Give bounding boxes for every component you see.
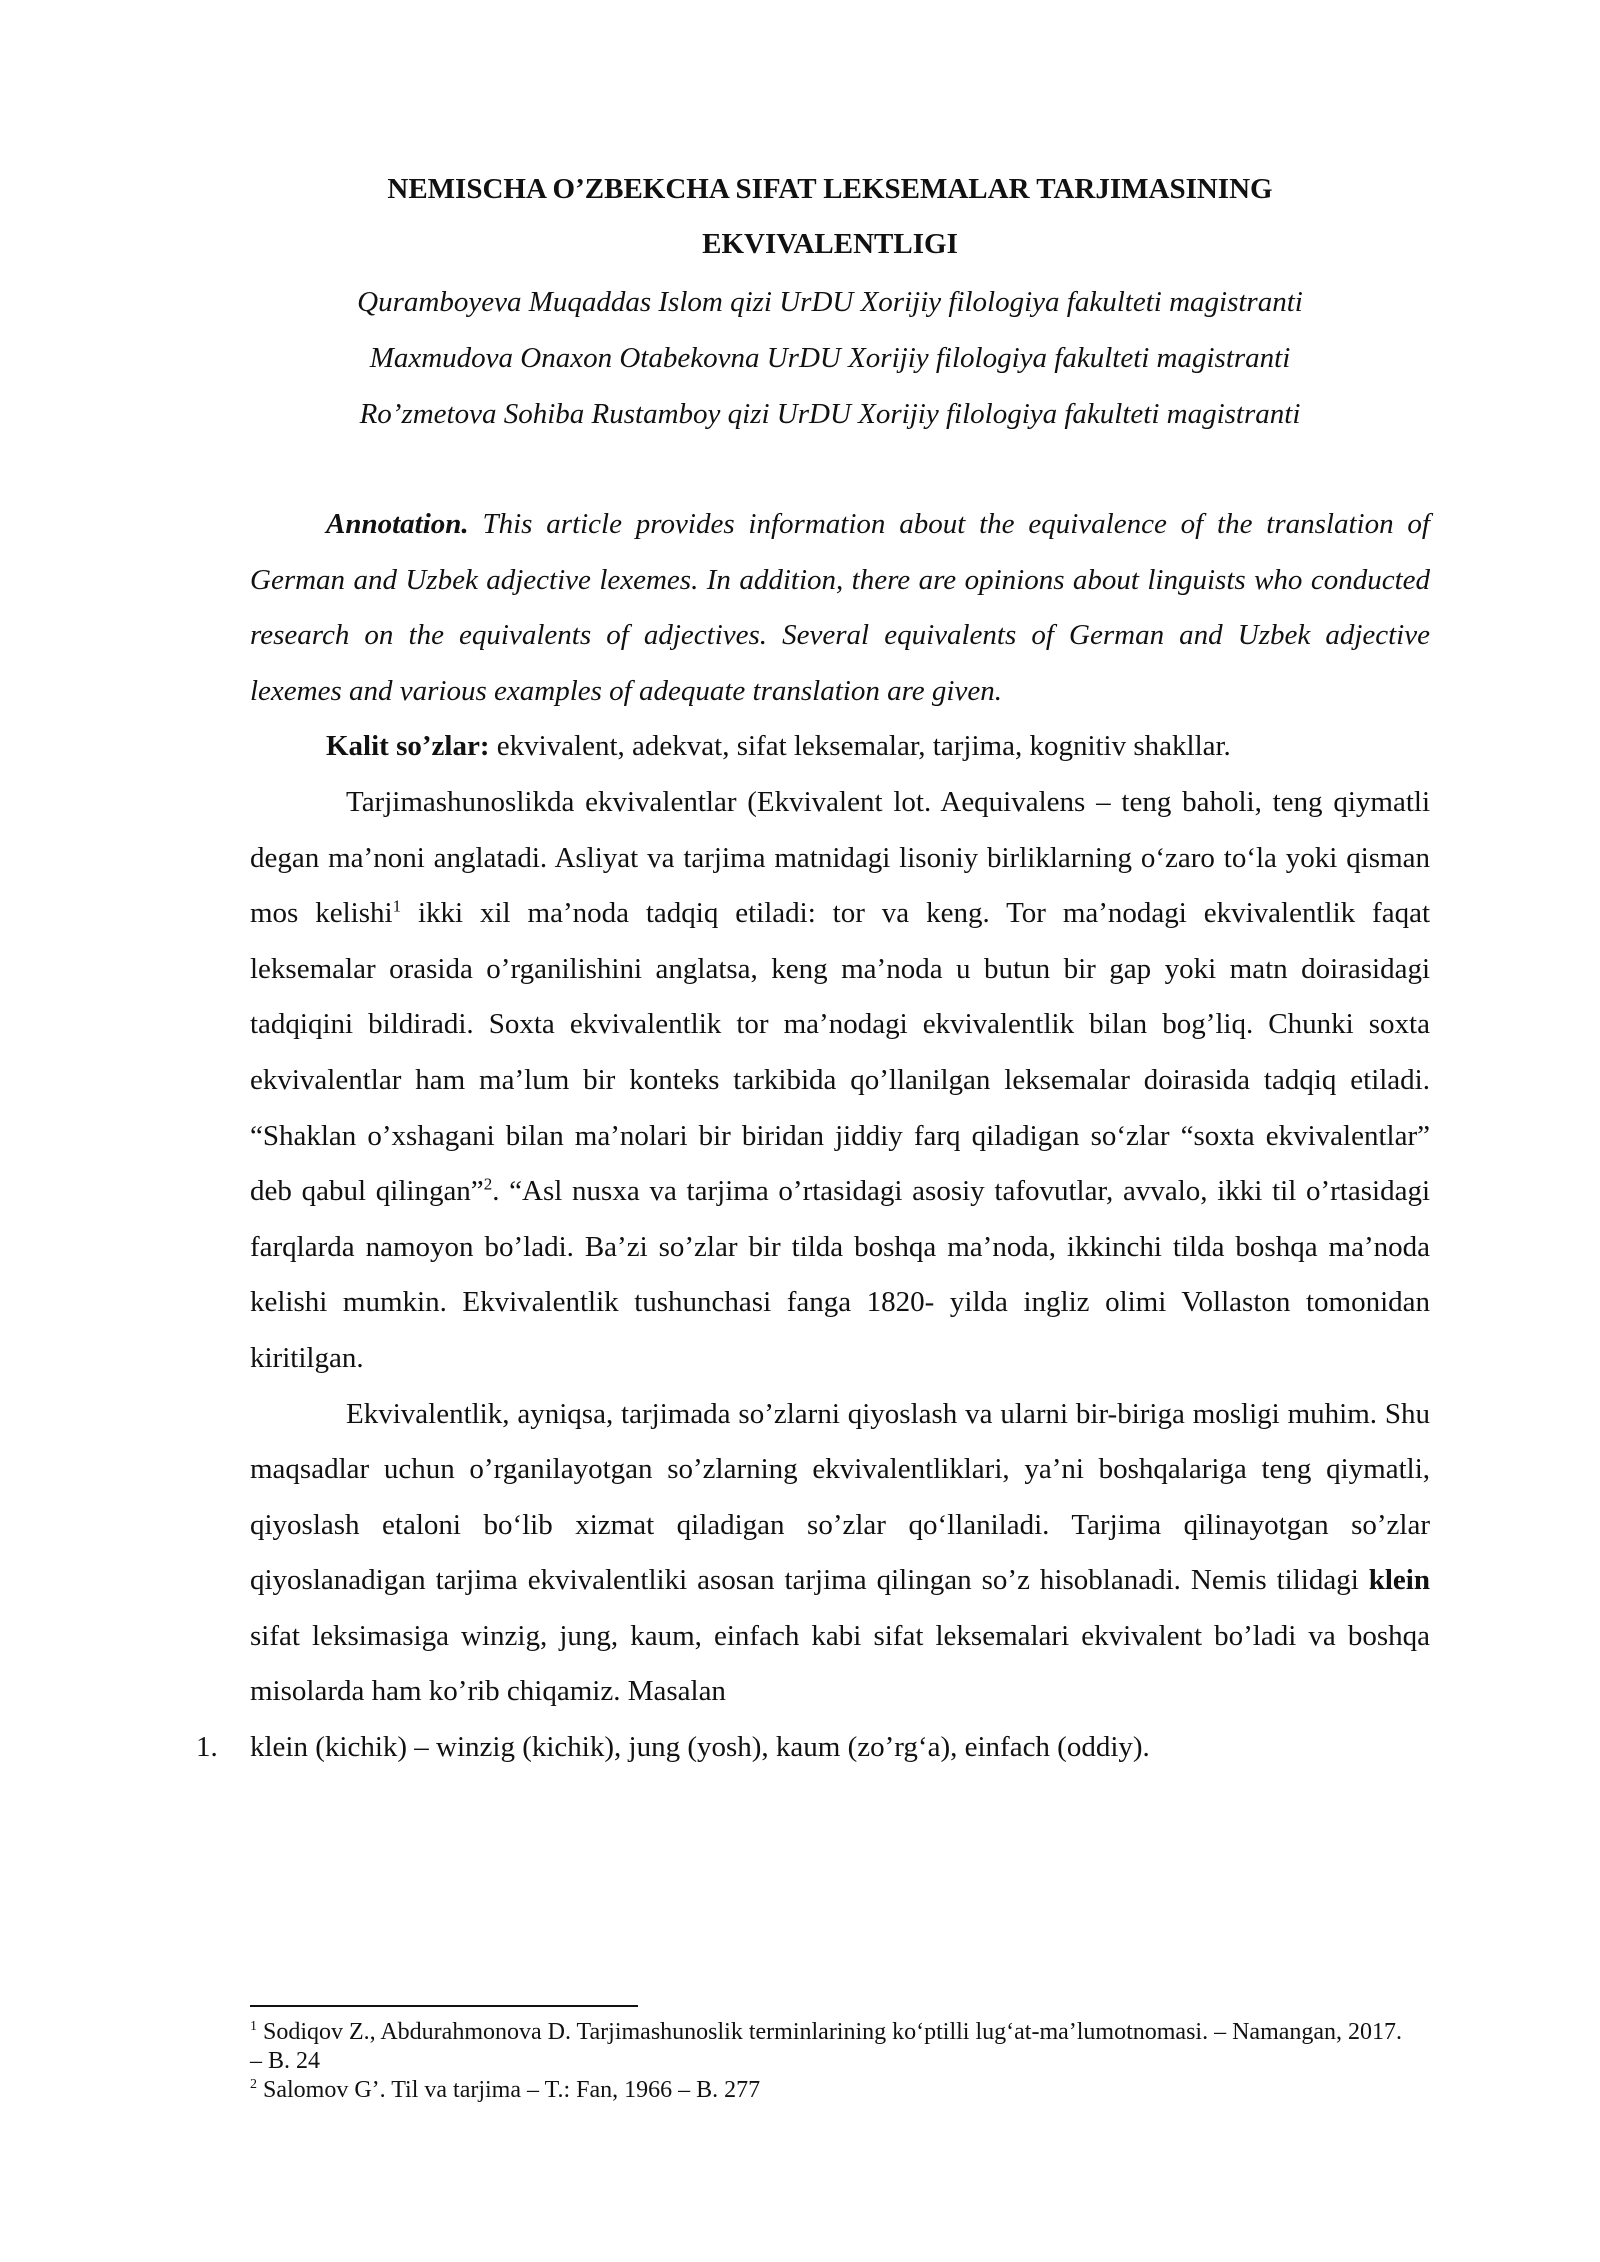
footnote-ref-1[interactable]: 1 [392, 896, 402, 916]
list-item [196, 1720, 1430, 1776]
paragraph-1-text-b: ikki xil ma’noda tadqiq etiladi: tor va keng. Tor ma’nodagi ekvivalentlik faqat leksemalar orasida o’rganilishini anglatsa, keng ma’noda u butun bir gap yoki matn doirasidagi tadqiqini bildiradi. Soxta ekvivalentlik tor ma’nodagi ekvivalentlik bilan bog’liq. Chunki soxta ekvivalentlar ham ma’lum bir konteks tarkibida qo’llanilgan leksemalar doirasida tadqiq etiladi. “Shaklan o’xshagani bilan ma’nolari bir biridan jiddiy farq qiladigan so‘zlar “soxta ekvivalentlar” deb qabul qilingan” [250, 897, 1430, 1208]
list-item-number: 1. [196, 1731, 218, 1764]
footnote-divider [250, 2005, 638, 2007]
annotation-paragraph [250, 497, 1430, 719]
paragraph-2-text-a: Ekvivalentlik, ayniqsa, tarjimada so’zlarni qiyoslash va ularni bir-biriga mosligi muhim. Shu maqsadlar uchun o’rganilayotgan so’zlarning ekvivalentliklari, ya’ni boshqalariga teng qiymatli, qiyoslash etaloni bo‘lib xizmat qiladigan so’zlar qo‘llaniladi. Tarjima qilinayotgan so’zlar qiyoslanadigan tarjima ekvivalentliki asosan tarjima qilingan so’z hisoblanadi. Nemis tilidagi [250, 1397, 1430, 1597]
author-list [250, 274, 1410, 442]
keywords-paragraph [250, 719, 1430, 775]
body-paragraph-1 [250, 775, 1430, 1387]
keywords-label: Kalit so’zlar: [326, 730, 490, 763]
footnote-1-mark: 1 [250, 2019, 257, 2034]
footnotes [250, 2018, 1410, 2105]
footnote-1 [250, 2018, 1410, 2076]
list-item-text: klein (kichik) – winzig (kichik), jung (yosh), kaum (zo’rg‘a), einfach (oddiy). [250, 1731, 1150, 1764]
paragraph-2-text-b: sifat leksimasiga winzig, jung, kaum, einfach kabi sifat leksemalari ekvivalent bo’ladi va boshqa misolarda ham ko’rib chiqamiz. Masalan [250, 1619, 1430, 1708]
body-paragraph-2 [250, 1387, 1430, 1721]
author-1: Quramboyeva Muqaddas Islom qizi UrDU Xorijiy filologiya fakulteti magistranti [357, 286, 1303, 318]
annotation-text: This article provides information about the equivalence of the translation of German and Uzbek adjective lexemes. In addition, there are opinions about linguists who conducted research on the equivalents of adjectives. Several equivalents of German and Uzbek adjective lexemes and various examples of adequate translation are given. [250, 508, 1430, 707]
footnote-2 [250, 2076, 1410, 2105]
footnote-2-text: Salomov G’. Til va tarjima – T.: Fan, 1966 – B. 277 [257, 2077, 761, 2103]
footnote-1-text: Sodiqov Z., Abdurahmonova D. Tarjimashunoslik terminlarining ko‘ptilli lug‘at-ma’lumotnomasi. – Namangan, 2017. – B. 24 [250, 2019, 1403, 2074]
footnote-2-mark: 2 [250, 2077, 257, 2092]
title-line-1: NEMISCHA O’ZBEKCHA SIFAT LEKSEMALAR TARJIMASINING [387, 173, 1273, 205]
footnote-ref-2[interactable]: 2 [483, 1174, 493, 1194]
keywords-text: ekvivalent, adekvat, sifat leksemalar, tarjima, kognitiv shakllar. [489, 730, 1231, 763]
paragraph-1-text-c: . “Asl nusxa va tarjima o’rtasidagi asosiy tafovutlar, avvalo, ikki til o’rtasidagi farqlarda namoyon bo’ladi. Ba’zi so’zlar bir tilda boshqa ma’noda, ikkinchi tilda boshqa ma’noda kelishi mumkin. Ekvivalentlik tushunchasi fanga 1820- yilda ingliz olimi Vollaston tomonidan kiritilgan. [250, 1175, 1431, 1374]
article-body [196, 497, 1431, 1776]
annotation-label: Annotation. [326, 508, 469, 540]
paragraph-2-bold-term: klein [1368, 1564, 1430, 1597]
title-line-2: EKVIVALENTLIGI [702, 228, 958, 260]
paper-title [250, 162, 1410, 272]
paragraph-1-text-a: Tarjimashunoslikda ekvivalentlar (Ekvivalent lot. Aequivalens – teng baholi, teng qiymatli degan ma’noni anglatadi. Asliyat va tarjima matnidagi lisoniy birliklarning o‘zaro to‘la yoki qisman mos kelishi [250, 785, 1430, 930]
author-3: Ro’zmetova Sohiba Rustamboy qizi UrDU Xorijiy filologiya fakulteti magistranti [359, 398, 1301, 430]
author-2: Maxmudova Onaxon Otabekovna UrDU Xorijiy filologiya fakulteti magistranti [369, 342, 1291, 374]
